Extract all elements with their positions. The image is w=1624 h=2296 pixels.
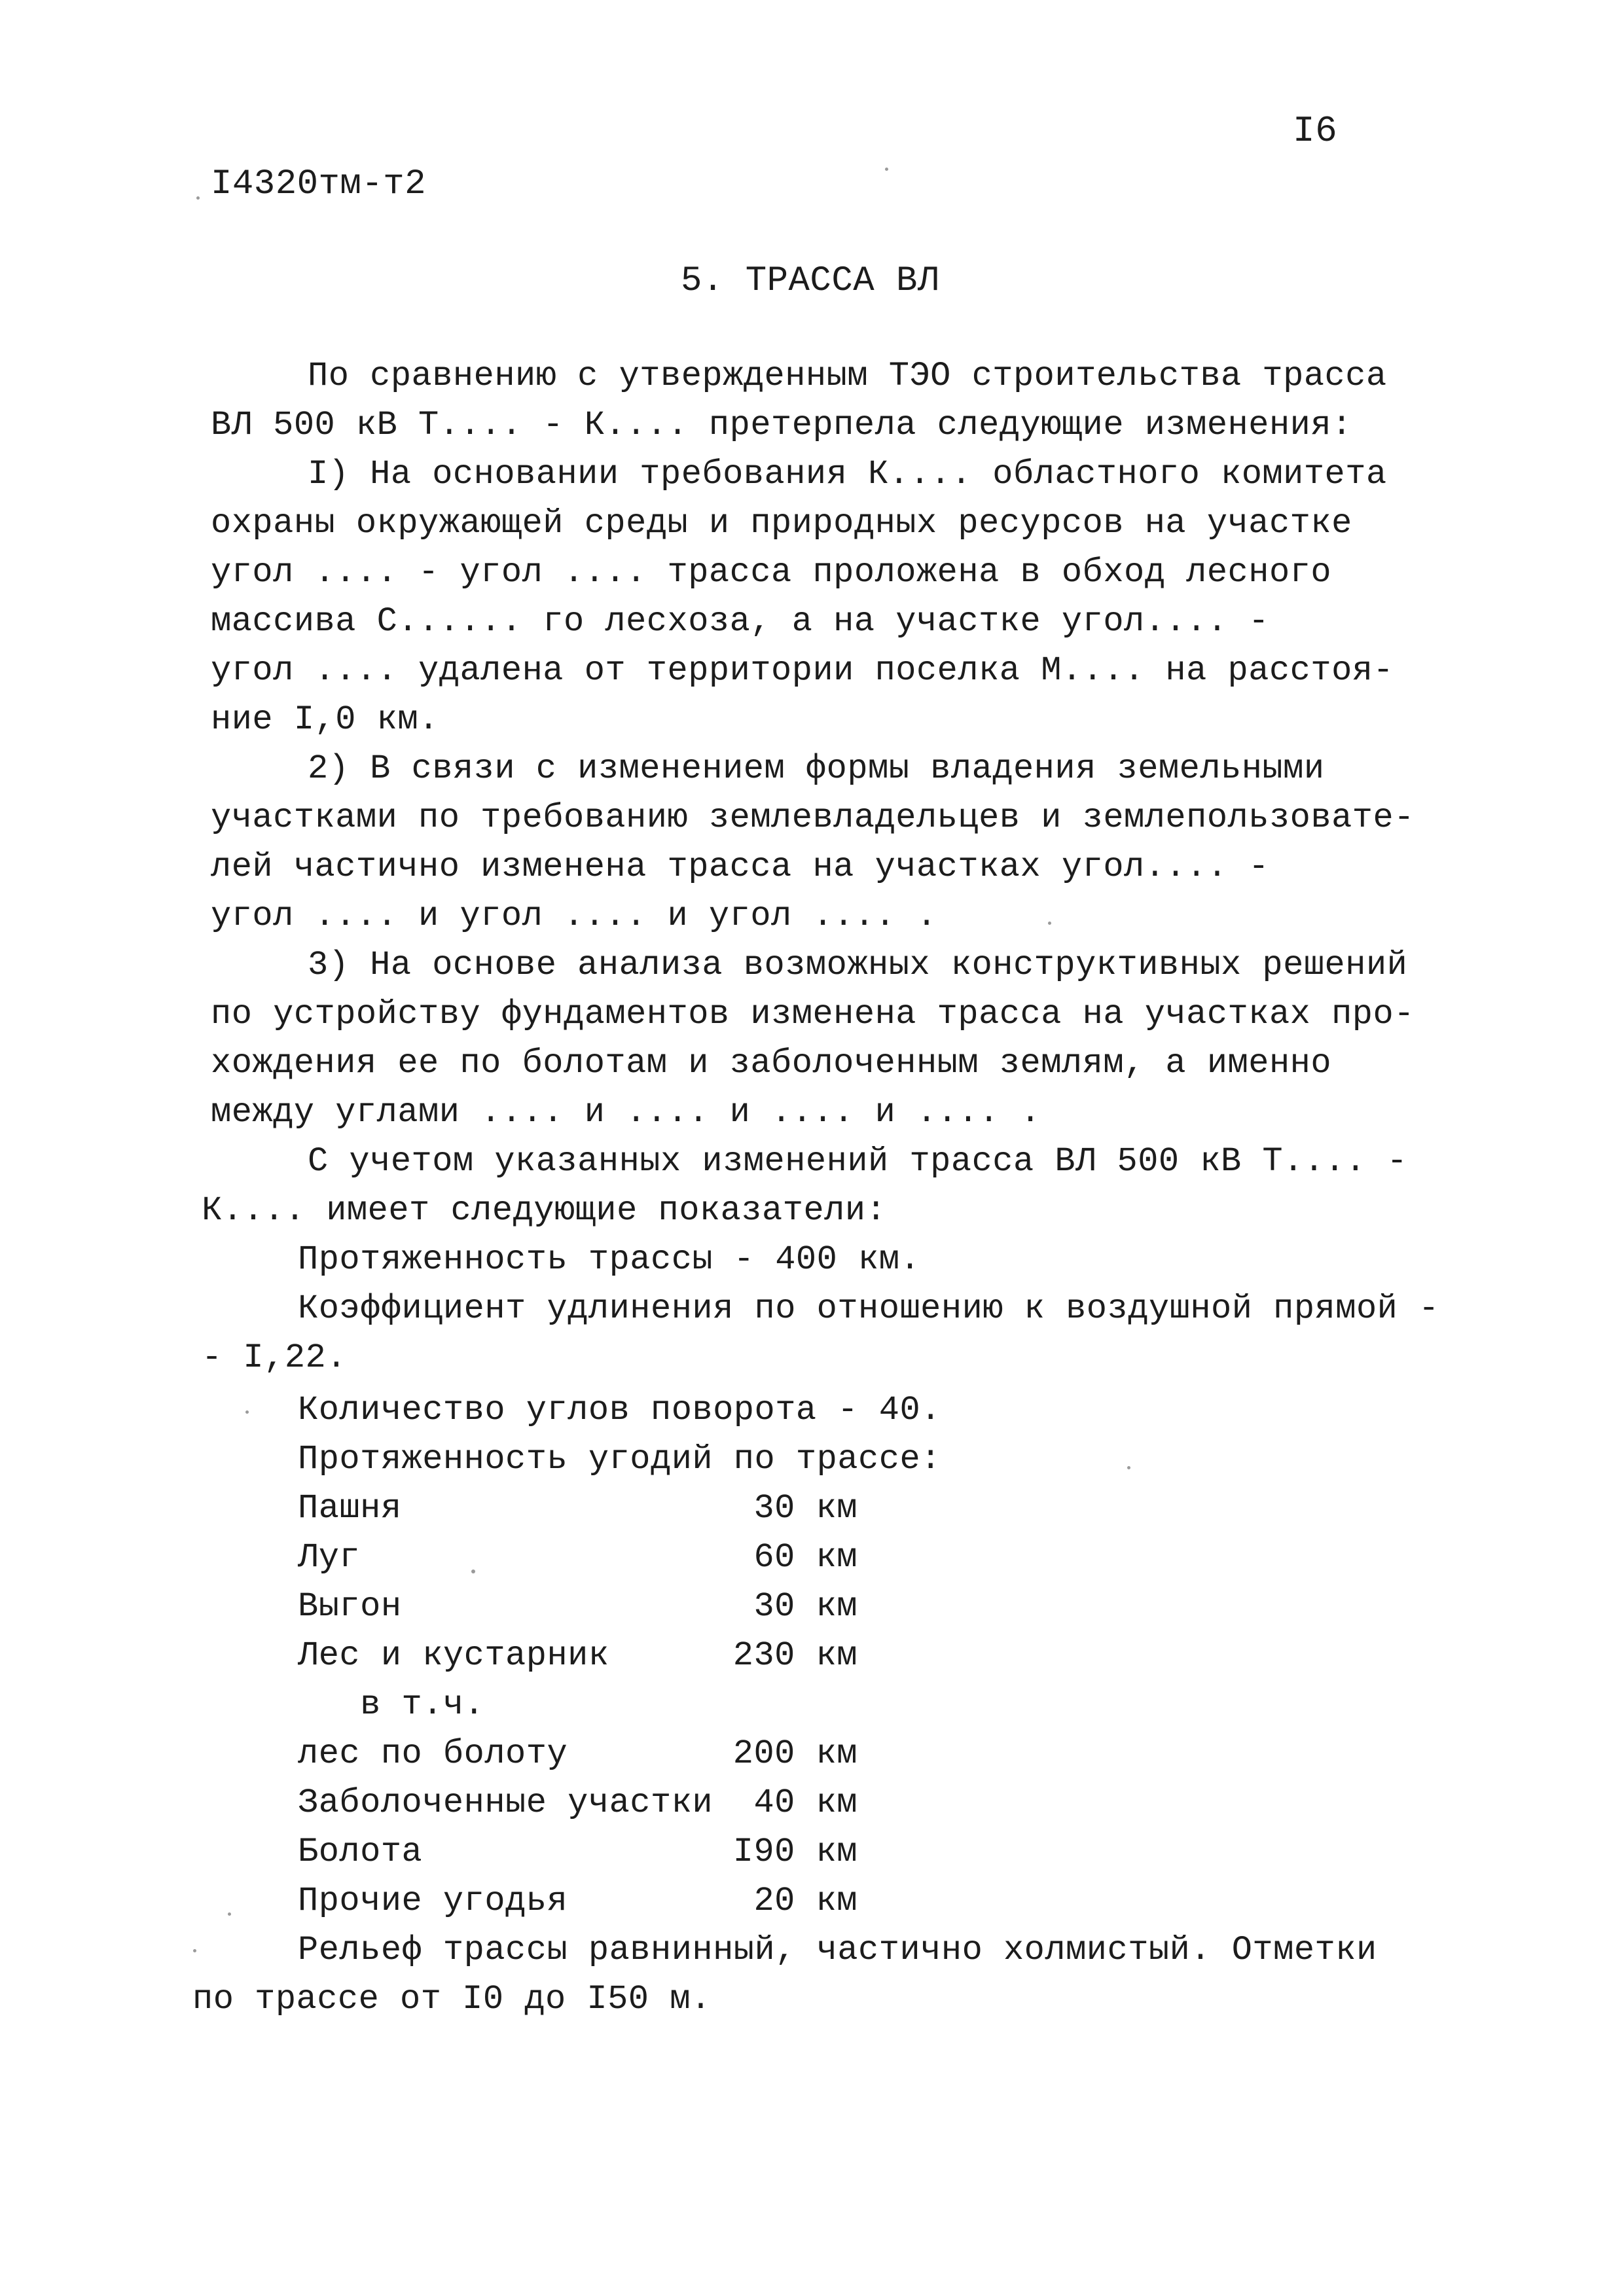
body-line: участками по требованию землевладельцев и землепользовате-	[211, 798, 1415, 837]
body-line: Количество углов поворота - 40.	[298, 1391, 941, 1429]
body-line: по устройству фундаментов изменена трасса на участках про-	[211, 995, 1415, 1033]
body-line: ние I,0 км.	[211, 700, 439, 739]
body-line: С учетом указанных изменений трасса ВЛ 500 кВ Т.... -	[308, 1142, 1408, 1181]
scan-speck	[1127, 1466, 1130, 1469]
body-line: 3) На основе анализа возможных конструктивных решений	[308, 946, 1408, 984]
body-line: охраны окружающей среды и природных ресурсов на участке	[211, 504, 1352, 543]
table-row-name: Луг	[298, 1538, 361, 1577]
body-line: Протяженность угодий по трассе:	[298, 1440, 941, 1479]
table-row-name: Прочие угодья	[298, 1882, 568, 1920]
table-row-value: 40 км	[753, 1784, 857, 1822]
table-row-value: 60 км	[753, 1538, 857, 1577]
body-line: По сравнению с утвержденным ТЭО строительства трасса	[308, 357, 1387, 395]
body-line: угол .... удалена от территории поселка М.... на расстоя-	[211, 651, 1394, 690]
table-row-value: 30 км	[753, 1489, 857, 1528]
scan-speck	[1048, 922, 1051, 925]
table-row-name: в т.ч.	[298, 1685, 485, 1724]
scan-speck	[228, 1912, 231, 1916]
body-line: ВЛ 500 кВ Т.... - К.... претерпела следующие изменения:	[211, 406, 1352, 444]
body-line: угол .... и угол .... и угол .... .	[211, 897, 937, 935]
body-line: К.... имеет следующие показатели:	[202, 1191, 887, 1230]
page-number: I6	[1293, 110, 1338, 152]
body-line: Протяженность трассы - 400 км.	[298, 1240, 921, 1279]
body-line: угол .... - угол .... трасса проложена в обход лесного	[211, 553, 1332, 592]
body-line: хождения ее по болотам и заболоченным землям, а именно	[211, 1044, 1332, 1083]
table-row-value: 30 км	[753, 1587, 857, 1626]
body-line: массива С...... го лесхоза, а на участке угол.... -	[211, 602, 1269, 641]
table-row-value: 230 км	[732, 1636, 857, 1675]
table-row-name: Лес и кустарник	[298, 1636, 609, 1675]
table-row-name: Болота	[298, 1833, 423, 1871]
table-row-name: Выгон	[298, 1587, 402, 1626]
body-line: - I,22.	[202, 1338, 347, 1377]
scan-speck	[196, 196, 200, 200]
table-row-name: Заболоченные участки	[298, 1784, 713, 1822]
table-row-value: 20 км	[753, 1882, 857, 1920]
table-row-name: лес по болоту	[298, 1734, 568, 1773]
document-code: I4320тм-т2	[211, 164, 427, 204]
table-row-value: 200 км	[732, 1734, 857, 1773]
scan-speck	[885, 168, 888, 171]
section-title: 5. ТРАССА ВЛ	[681, 261, 939, 301]
table-row-value: I90 км	[732, 1833, 857, 1871]
scan-speck	[193, 1949, 196, 1952]
body-line: по трассе от I0 до I50 м.	[192, 1980, 712, 2018]
body-line: Коэффициент удлинения по отношению к воздушной прямой -	[298, 1289, 1439, 1328]
body-line: лей частично изменена трасса на участках угол.... -	[211, 848, 1269, 886]
body-line: I) На основании требования К.... областного комитета	[308, 455, 1387, 493]
body-line: 2) В связи с изменением формы владения земельными	[308, 749, 1325, 788]
body-line: Рельеф трассы равнинный, частично холмистый. Отметки	[298, 1931, 1377, 1969]
table-row-name: Пашня	[298, 1489, 402, 1528]
body-line: между углами .... и .... и .... и .... .	[211, 1093, 1041, 1132]
scan-speck	[471, 1570, 475, 1573]
scan-speck	[245, 1410, 249, 1414]
